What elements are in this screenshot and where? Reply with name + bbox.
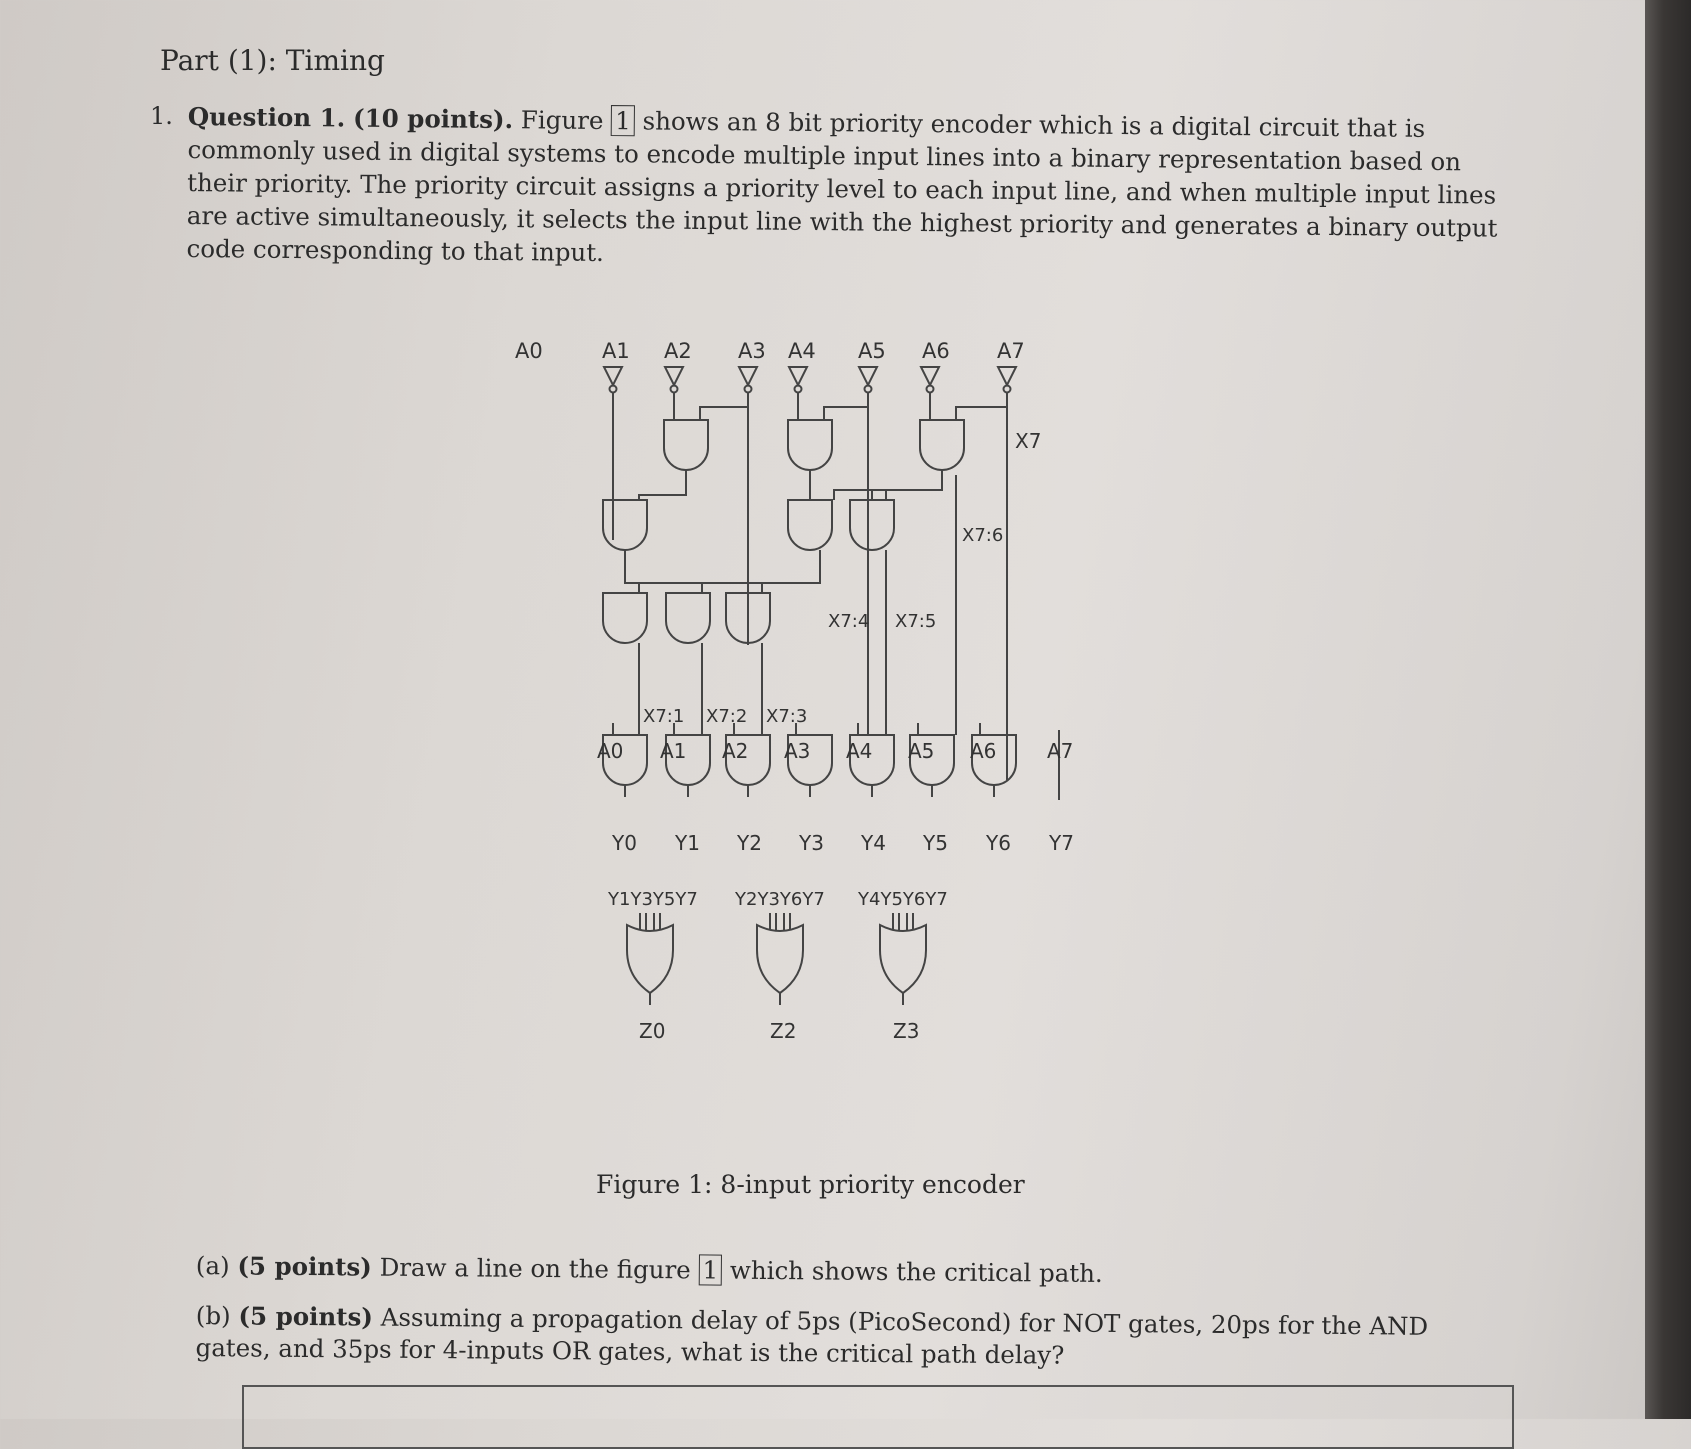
output-y7: Y7	[1049, 831, 1074, 855]
top-input-a6: A6	[922, 339, 950, 363]
output-y4: Y4	[861, 831, 886, 855]
mid-input-a1: A1	[660, 739, 687, 763]
or-output-z3: Z3	[893, 1019, 920, 1043]
top-input-a0: A0	[515, 339, 543, 363]
top-input-a1: A1	[602, 339, 630, 363]
circuit-figure	[515, 325, 1080, 1125]
label-x7-3: X7:3	[766, 706, 808, 727]
subquestion-b-text: Assuming a propagation delay of 5ps (PicoSecond) for NOT gates, 20ps for the AND gates, and 35ps for 4-inputs OR gates, what is the critical path delay?	[195, 1302, 1429, 1370]
question-text-before-ref: Figure	[520, 105, 604, 135]
mid-input-a3: A3	[784, 739, 811, 763]
mid-input-a6: A6	[970, 739, 997, 763]
subquestion-a-points: (5 points)	[237, 1251, 372, 1282]
part-title: Part (1): Timing	[160, 44, 385, 77]
mid-input-a2: A2	[722, 739, 749, 763]
subquestion-b-label: (b)	[195, 1301, 231, 1331]
output-y6: Y6	[986, 831, 1011, 855]
or-input-z3: Y4Y5Y6Y7	[858, 889, 948, 910]
output-y0: Y0	[612, 831, 637, 855]
or-input-z0: Y1Y3Y5Y7	[608, 889, 698, 910]
subquestion-a-label: (a)	[195, 1251, 230, 1281]
priority-encoder-diagram	[515, 325, 1080, 1125]
page-edge-shadow	[1645, 0, 1691, 1419]
subquestion-b-points: (5 points)	[238, 1301, 374, 1332]
question-points: (10 points).	[352, 103, 514, 135]
mid-input-a7: A7	[1047, 739, 1074, 763]
question-text	[186, 100, 1508, 278]
top-input-a7: A7	[997, 339, 1025, 363]
label-x7-4: X7:4	[828, 611, 870, 632]
label-x7-2: X7:2	[706, 706, 748, 727]
mid-input-a0: A0	[597, 739, 624, 763]
subquestion-b	[195, 1300, 1486, 1375]
or-output-z2: Z2	[770, 1019, 797, 1043]
top-input-a4: A4	[788, 339, 816, 363]
subquestion-a	[196, 1250, 1496, 1293]
label-x7-1: X7:1	[643, 706, 685, 727]
label-x7-5: X7:5	[895, 611, 937, 632]
output-y1: Y1	[675, 831, 700, 855]
or-output-z0: Z0	[639, 1019, 666, 1043]
or-input-z2: Y2Y3Y6Y7	[735, 889, 825, 910]
mid-input-a5: A5	[908, 739, 935, 763]
label-x7-6: X7:6	[962, 525, 1004, 546]
figure-caption: Figure 1: 8-input priority encoder	[596, 1170, 1025, 1199]
subquestion-a-text-before: Draw a line on the figure	[379, 1252, 691, 1285]
label-x7: X7	[1015, 429, 1042, 453]
output-y5: Y5	[923, 831, 948, 855]
answer-box[interactable]	[242, 1385, 1514, 1449]
figure-ref-link-a[interactable]: 1	[698, 1254, 722, 1285]
question-number: 1.	[150, 102, 173, 130]
figure-ref-link[interactable]: 1	[611, 105, 635, 136]
question-label: Question 1.	[187, 101, 346, 133]
top-input-a2: A2	[664, 339, 692, 363]
output-y3: Y3	[799, 831, 824, 855]
top-input-a3: A3	[738, 339, 766, 363]
top-input-a5: A5	[858, 339, 886, 363]
question-body: shows an 8 bit priority encoder which is a digital circuit that is commonly used in digital systems to encode multiple input lines into a binary representation based on their priority. The priority circuit assigns a priority level to each input line, and when multiple input lines are active simultaneously, it selects the input line with the highest priority and generates a binary output code corresponding to that input.	[186, 106, 1498, 267]
subquestion-a-text-after: which shows the critical path.	[729, 1255, 1103, 1288]
output-y2: Y2	[737, 831, 762, 855]
mid-input-a4: A4	[846, 739, 873, 763]
